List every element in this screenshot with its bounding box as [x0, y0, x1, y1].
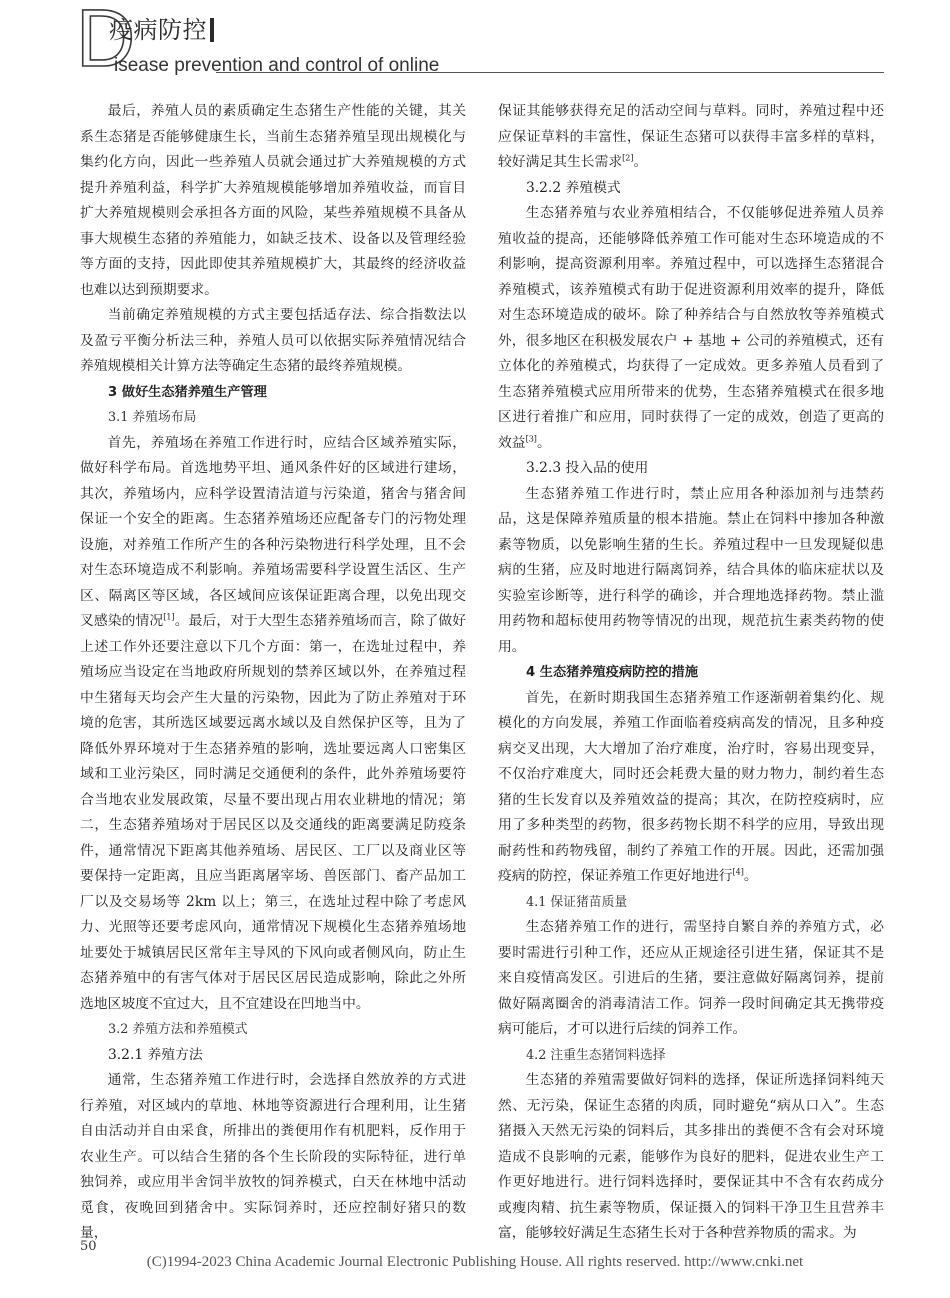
body-paragraph [498, 99, 884, 176]
subsection-heading [498, 890, 884, 916]
paragraph-text: 保证其能够获得充足的活动空间与草料。同时，养殖过程中还应保证草料的丰富性，保证生态猪可以获得丰富多样的草料，较好满足其生长需求 [498, 103, 884, 170]
page-number: 50 [80, 1239, 97, 1254]
body-paragraph [80, 1068, 466, 1247]
subsubsection-heading [498, 456, 884, 482]
paragraph-text-tail: 。 [743, 868, 758, 884]
citation-marker: [4] [732, 867, 744, 877]
paragraph-text-tail: 。 [536, 434, 551, 451]
paragraph-text: 3.1 养殖场布局 [108, 410, 197, 425]
subsection-heading [498, 1043, 884, 1069]
paragraph-text: 首先，在新时期我国生态猪养殖工作逐渐朝着集约化、规模化的方向发展，养殖工作面临着疫病高发的情况，且多种疫病交叉出现，大大增加了治疗难度，治疗时，容易出现变异，不仅治疗难度大，同时还会耗费大量的财力物力，制约着生态猪的生长发育以及养殖效益的提高；其次，在防控疫病时，应用了多种类型的药物，很多药物长期不科学的应用，导致出现耐药性和药物残留，制约了养殖工作的开展。因此，还需加强疫病的防控，保证养殖工作更好地进行 [498, 689, 884, 884]
citation-marker: [2] [622, 153, 634, 163]
paragraph-text: 最后，养殖人员的素质确定生态猪生产性能的关键，其关系生态猪是否能够健康生长，当前生态猪养殖呈现出规模化与集约化方向，因此一些养殖人员就会通过扩大养殖规模的方式提升养殖利益，科学扩大养殖规模能够增加养殖收益，而盲目扩大养殖规模则会承担各方面的风险，某些养殖规模不具备从事大规模生态猪的养殖能力，如缺乏技术、设备以及管理经验等方面的支持，因此即使其养殖规模扩大，其最终的经济收益也难以达到预期要求。 [80, 103, 466, 298]
body-paragraph [498, 201, 884, 456]
paragraph-text: 4.2 注重生态猪饲料选择 [526, 1047, 666, 1063]
paragraph-text-tail: 。最后，对于大型生态猪养殖场而言，除了做好上述工作外还要注意以下几个方面：第一，在选址过程中，养殖场应当设定在当地政府所规划的禁养区域以外，在养殖过程中生猪每天均会产生大量的污染物，因此为了防止养殖对于环境的危害，其所选区域要远离水域以及自然保护区等，且为了降低外界环境对于生态猪养殖的影响，选址要远离人口密集区域和工业污染区，同时满足交通便利的条件，此外养殖场要符合当地农业发展政策，尽量不要出现占用农业耕地的情况；第二，生态猪养殖场对于居民区以及交通线的距离要满足防疫条件，通常情况下距离其他养殖场、居民区、工厂以及商业区等要保持一定距离，且应当距离屠宰场、兽医部门、畜产品加工厂以及交易场等 2km 以上；第三，在选址过程中除了考虑风力、光照等还要考虑风向，通常情况下规模化生态猪养殖场地址要处于城镇居民区常年主导风的下风向或者侧风向，防止生态猪养殖中的有害气体对于居民区居民造成影响，除此之外所选地区坡度不宜过大，且不宜建设在凹地当中。 [80, 613, 467, 1012]
section-heading [498, 660, 884, 686]
copyright-notice: (C)1994-2023 China Academic Journal Electronic Publishing House. All rights reserved. http://www.cnki.net [146, 1254, 804, 1270]
body-paragraph [498, 482, 884, 661]
journal-title-cn: 疫病防控 [109, 16, 207, 44]
right-column [498, 99, 884, 1247]
paragraph-text-tail: 。 [633, 154, 648, 170]
body-paragraph [80, 99, 466, 303]
paragraph-text: 通常，生态猪养殖工作进行时，会选择自然放养的方式进行养殖，对区域内的草地、林地等资源进行合理利用，让生猪自由活动并自由采食，所排出的粪便用作有机肥料，反作用于农业生产。可以结合生猪的各个生长阶段的实际特征，进行单独饲养，或应用半舍饲半放牧的饲养模式，白天在林地中活动觅食，夜晚回到猪舍中。实际饲养时，还应控制好猪只的数量， [80, 1072, 466, 1241]
body-paragraph [498, 686, 884, 890]
paragraph-text: 生态猪养殖工作进行时，禁止应用各种添加剂与违禁药品，这是保障养殖质量的根本措施。禁止在饲料中掺加各种激素等物质，以免影响生猪的生长。养殖过程中一旦发现疑似患病的生猪，应及时地进行隔离饲养，结合具体的临床症状以及实验室诊断等，进行科学的确诊，并合理地选择药物。禁止滥用药物和超标使用药物等情况的出现，规范抗生素类药物的使用。 [498, 485, 884, 655]
body-paragraph [80, 303, 466, 380]
left-column [80, 99, 466, 1247]
subsection-heading [80, 405, 466, 431]
paragraph-text: 3.2.2 养殖模式 [526, 179, 621, 196]
citation-marker: [3] [525, 433, 537, 443]
paragraph-text: 生态猪的养殖需要做好饲料的选择，保证所选择饲料纯天然、无污染，保证生态猪的肉质，同时避免“病从口入”。生态猪摄入天然无污染的饲料后，其多排出的粪便不含有会对环境造成不良影响的元素，能够作为良好的肥料，促进农业生产工作更好地进行。进行饲料选择时，要保证其中不含有农药成分或瘦肉精、抗生素等物质，保证摄入的饲料干净卫生且营养丰富，能够较好满足生态猪生长对于各种营养物质的需求。为 [498, 1072, 884, 1241]
subsubsection-heading [498, 176, 884, 202]
section-heading [80, 380, 466, 406]
paragraph-text: 3 做好生态猪养殖生产管理 [108, 384, 267, 400]
paragraph-text: 3.2.1 养殖方法 [108, 1046, 203, 1063]
paragraph-text: 3.2.3 投入品的使用 [526, 460, 649, 476]
body-paragraph [80, 431, 466, 1018]
paragraph-text: 3.2 养殖方法和养殖模式 [108, 1022, 248, 1037]
journal-header [76, 0, 884, 96]
journal-logo-letter: D [76, 0, 136, 84]
paragraph-text: 生态猪养殖工作的进行，需坚持自繁自养的养殖方式，必要时需进行引种工作，还应从正规途径引进生猪，保证其不是来自疫情高发区。引进后的生猪，要注意做好隔离饲养，提前做好隔离圈舍的消毒清洁工作。饲养一段时间确定其无携带疫病可能后，才可以进行后续的饲养工作。 [498, 919, 884, 1037]
subsection-heading [80, 1017, 466, 1043]
paragraph-text: 当前确定养殖规模的方式主要包括适存法、综合指数法以及盈亏平衡分析法三种，养殖人员可以依据实际养殖情况结合养殖规模相关计算方法等确定生态猪的最终养殖规模。 [80, 307, 466, 374]
title-bar-mark [210, 18, 214, 42]
paragraph-text: 首先，养殖场在养殖工作进行时，应结合区域养殖实际，做好科学布局。首选地势平坦、通风条件好的区域进行建场，其次，养殖场内，应科学设置清洁道与污染道，猪舍与猪舍间保证一个安全的距离。生态猪养殖场还应配备专门的污物处理设施，对养殖工作所产生的各种污染物进行科学处理，且不会对生态环境造成不利影响。养殖场需要科学设置生活区、生产区、隔离区等区域，各区域间应该保证距离合理，以免出现交叉感染的情况 [80, 434, 466, 629]
paragraph-text: 4 生态猪养殖疫病防控的措施 [526, 665, 699, 680]
body-paragraph [498, 1068, 884, 1247]
journal-title-en: isease prevention and control of online [114, 55, 440, 76]
paragraph-text: 生态猪养殖与农业养殖相结合，不仅能够促进养殖人员养殖收益的提高，还能够降低养殖工作可能对生态环境造成的不利影响，提高资源利用率。养殖过程中，可以选择生态猪混合养殖模式，该养殖模式有助于促进资源利用效率的提升，降低对生态环境造成的破坏。除了种养结合与自然放牧等养殖模式外，很多地区在积极发展农户 + 基地 + 公司的养殖模式，还有立体化的养殖模式，均获得了一定成效。更多养殖人员看到了生态猪养殖模式应用所带来的优势，生态猪养殖模式在很多地区进行着推广和应用，同时获得了一定的成效，创造了更高的效益 [498, 205, 884, 451]
body-paragraph [498, 915, 884, 1043]
subsubsection-heading [80, 1043, 466, 1069]
citation-marker: [1] [163, 612, 175, 622]
paragraph-text: 4.1 保证猪苗质量 [526, 894, 628, 910]
